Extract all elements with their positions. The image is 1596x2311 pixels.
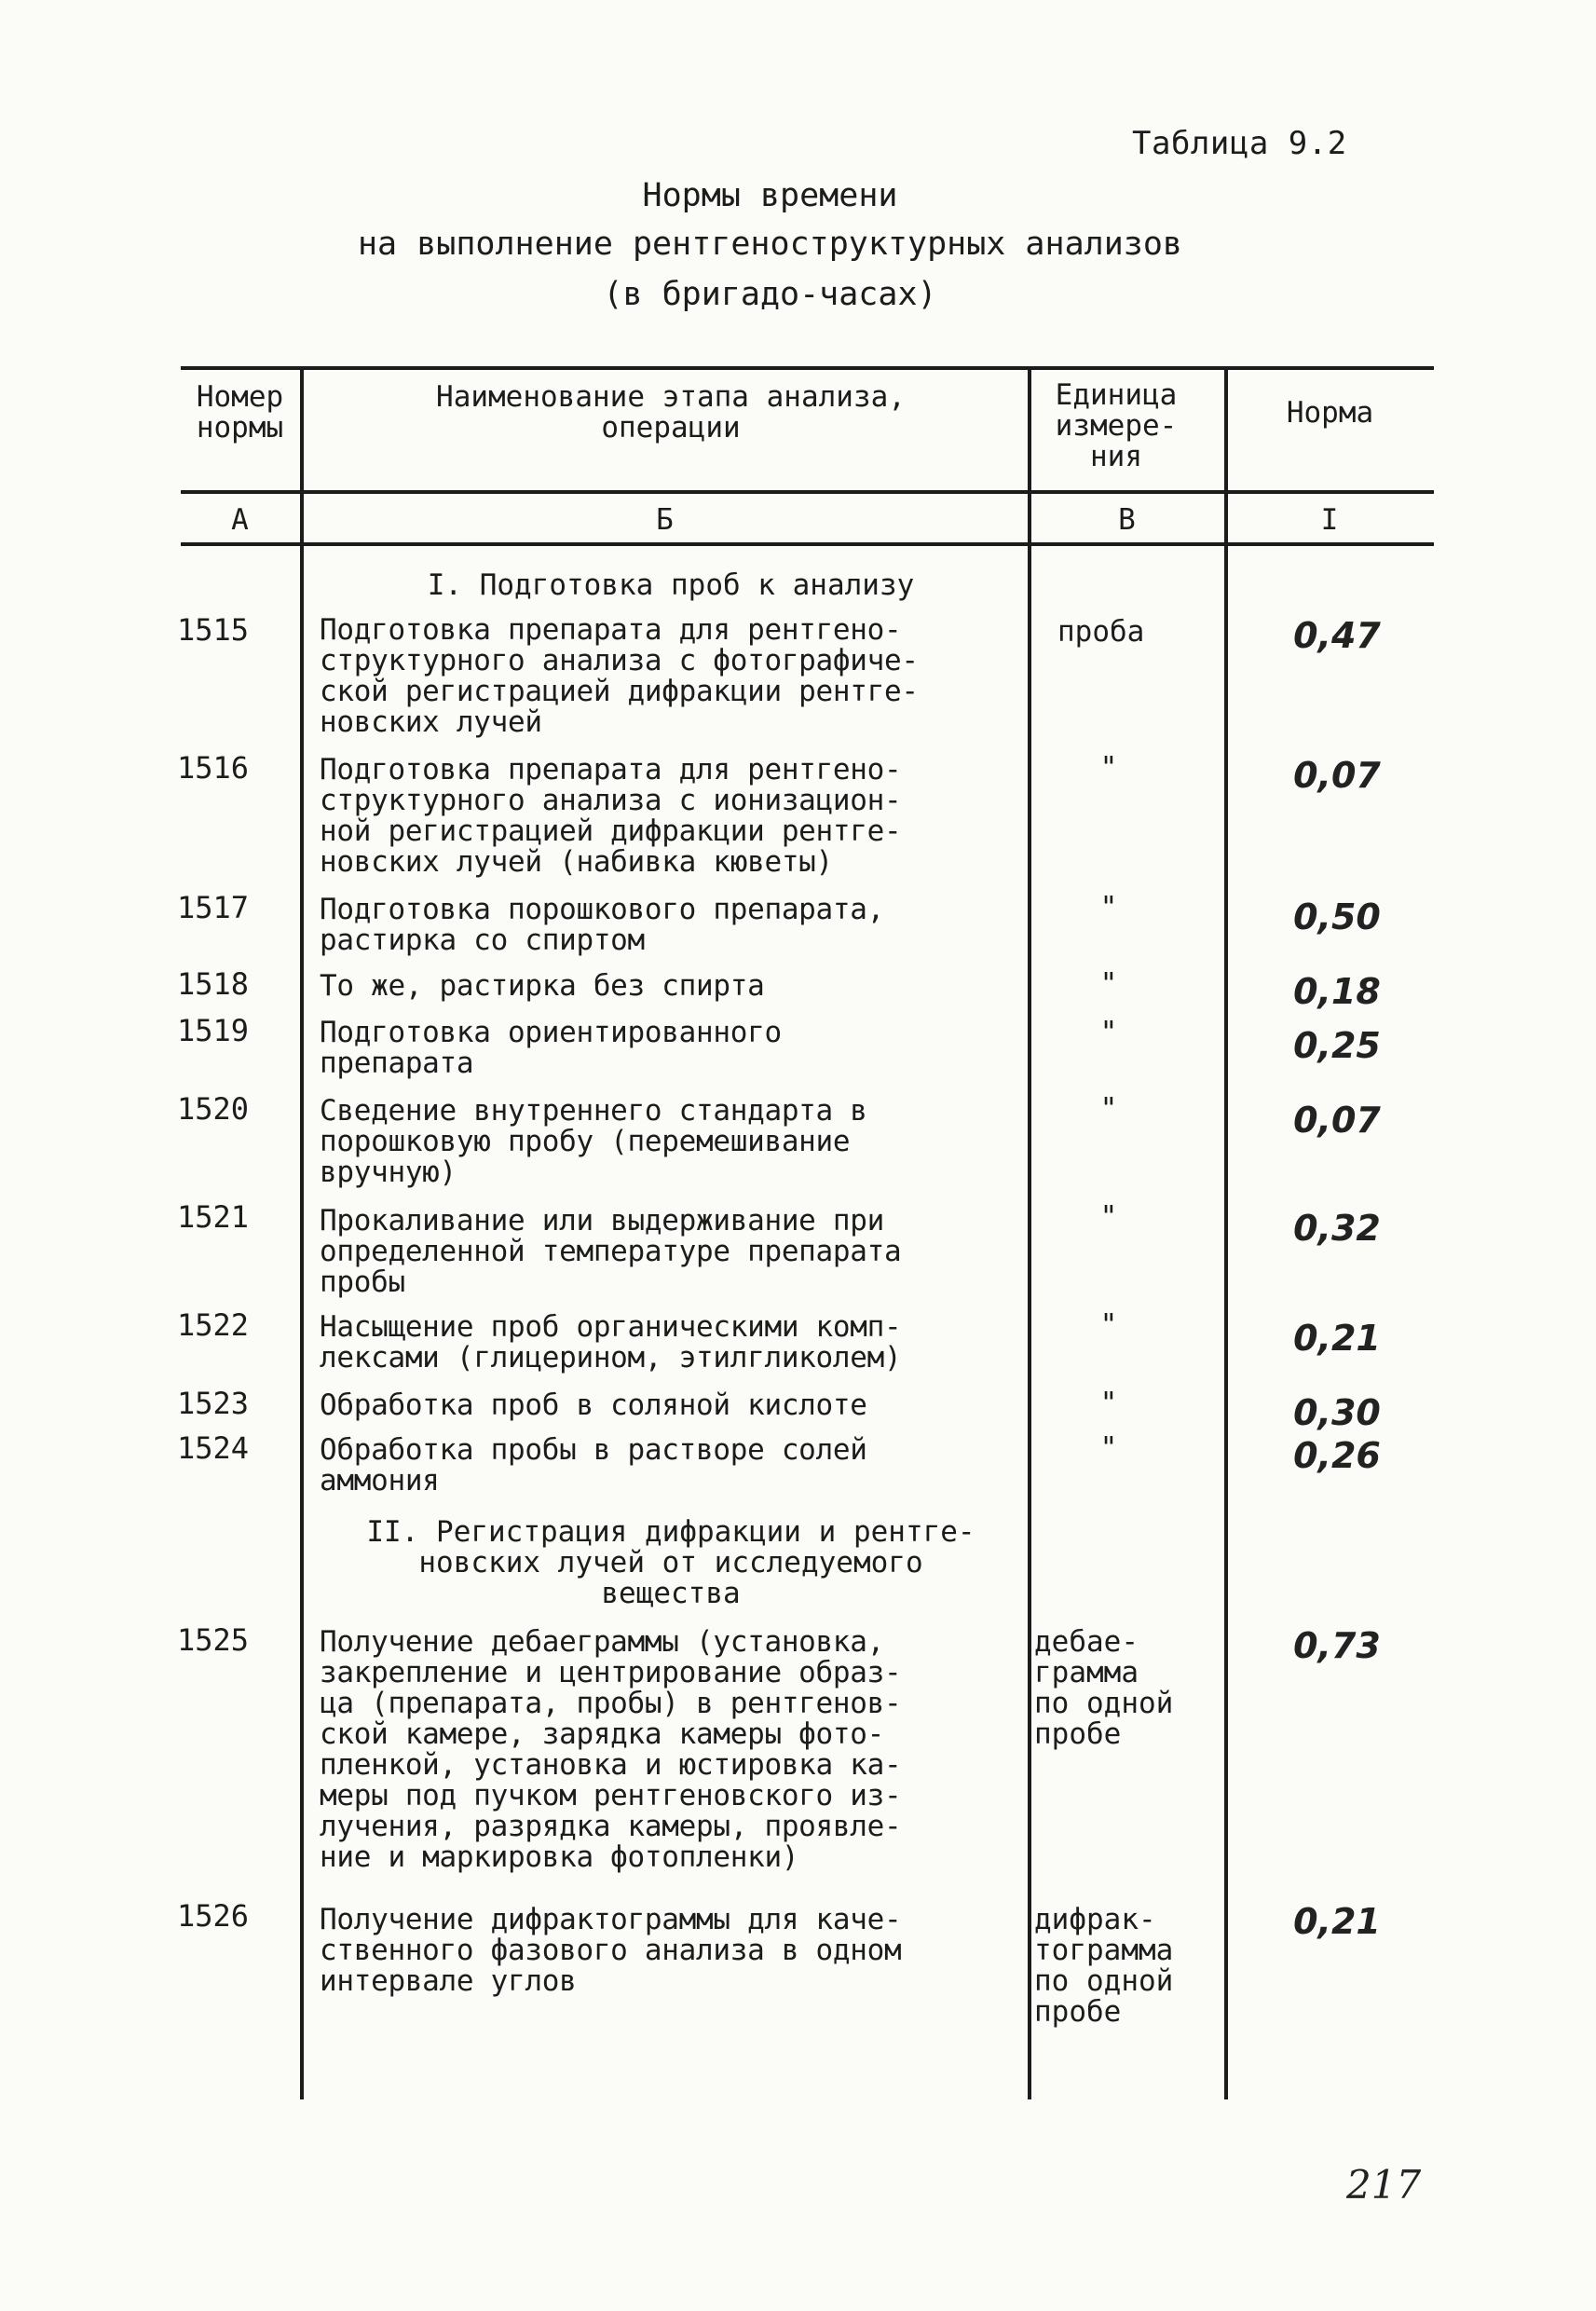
row-number: 1517 bbox=[177, 890, 250, 925]
header-norm: Норма bbox=[1286, 396, 1374, 430]
row-norm: 0,18 bbox=[1293, 971, 1381, 1012]
row-operation: Подготовка порошкового препарата, растирка со спиртом bbox=[320, 893, 884, 957]
row-number: 1520 bbox=[177, 1091, 250, 1127]
row-norm: 0,21 bbox=[1293, 1318, 1381, 1359]
row-number: 1516 bbox=[177, 750, 250, 786]
letters-bottom-rule bbox=[181, 542, 1434, 546]
row-unit: " bbox=[1099, 1016, 1118, 1049]
row-unit: " bbox=[1099, 1387, 1118, 1420]
row-operation: Получение дебаеграммы (установка, закрепление и центрирование образ- ца (препарата, пробы) в рентгенов- ской камере, зарядка камеры фото- пленкой, установка и юстировка ка- меры под пучком рентгеновского из- лучения, разрядка камеры, проявле- ние и маркировка фотопленки) bbox=[320, 1625, 902, 1874]
column-letter-d: I bbox=[1320, 503, 1339, 537]
row-number: 1523 bbox=[177, 1386, 250, 1421]
column-divider-1 bbox=[300, 366, 304, 2099]
column-letter-c: В bbox=[1118, 503, 1136, 537]
header-number: Номер нормы bbox=[196, 380, 284, 444]
row-unit: " bbox=[1099, 1308, 1118, 1342]
table-number: Таблица 9.2 bbox=[1132, 125, 1347, 162]
row-operation: Подготовка препарата для рентгено- структурного анализа с ионизацион- ной регистрацией дифракции рентге- новских лучей (набивка кюветы) bbox=[320, 753, 902, 879]
row-unit: дифрак- тограмма по одной пробе bbox=[1034, 1903, 1174, 2029]
row-number: 1519 bbox=[177, 1013, 250, 1048]
row-number: 1526 bbox=[177, 1898, 250, 1934]
row-unit: " bbox=[1099, 751, 1118, 785]
header-bottom-rule bbox=[181, 490, 1434, 494]
row-number: 1518 bbox=[177, 966, 250, 1002]
row-operation: Насыщение проб органическими комп- лексами (глицерином, этилгликолем) bbox=[320, 1310, 902, 1374]
row-operation: Обработка проб в соляной кислоте bbox=[320, 1388, 867, 1422]
row-unit: " bbox=[1099, 1431, 1118, 1465]
column-divider-2 bbox=[1028, 366, 1031, 2099]
row-norm: 0,07 bbox=[1293, 1100, 1381, 1141]
row-operation: Получение дифрактограммы для каче- ственного фазового анализа в одном интервале углов bbox=[320, 1903, 902, 1998]
row-number: 1525 bbox=[177, 1622, 250, 1658]
row-number: 1522 bbox=[177, 1307, 250, 1343]
row-operation: Подготовка препарата для рентгено- структурного анализа с фотографиче- ской регистрацией дифракции рентге- новских лучей bbox=[320, 613, 919, 739]
column-letter-a: А bbox=[231, 503, 249, 537]
table-top-rule bbox=[181, 366, 1434, 370]
row-norm: 0,47 bbox=[1293, 615, 1381, 656]
row-norm: 0,73 bbox=[1293, 1625, 1381, 1666]
caption-line-2: на выполнение рентгеноструктурных анализов bbox=[357, 226, 1182, 263]
row-unit: " bbox=[1099, 891, 1118, 924]
section-title-1: I. Подготовка проб к анализу bbox=[427, 568, 915, 602]
row-unit: проба bbox=[1057, 615, 1145, 649]
row-norm: 0,30 bbox=[1293, 1392, 1381, 1433]
header-name: Наименование этапа анализа, операции bbox=[436, 380, 906, 444]
row-norm: 0,26 bbox=[1293, 1435, 1381, 1476]
row-operation: Обработка пробы в растворе солей аммония bbox=[320, 1433, 867, 1497]
row-number: 1521 bbox=[177, 1199, 250, 1235]
row-number: 1524 bbox=[177, 1430, 250, 1466]
header-unit: Единица измере- ния bbox=[1055, 378, 1178, 473]
row-operation: То же, растирка без спирта bbox=[320, 969, 765, 1003]
row-unit: " bbox=[1099, 1200, 1118, 1234]
row-unit: " bbox=[1099, 1092, 1118, 1126]
row-number: 1515 bbox=[177, 612, 250, 648]
row-operation: Подготовка ориентированного препарата bbox=[320, 1016, 782, 1080]
row-norm: 0,50 bbox=[1293, 896, 1381, 937]
row-operation: Прокаливание или выдерживание при определенной температуре препарата пробы bbox=[320, 1204, 902, 1299]
row-norm: 0,21 bbox=[1293, 1901, 1381, 1942]
caption-line-3: (в бригадо-часах) bbox=[603, 276, 937, 313]
section-title-2: II. Регистрация дифракции и рентге- новских лучей от исследуемого вещества bbox=[366, 1515, 975, 1610]
page-number: 217 bbox=[1346, 2162, 1422, 2208]
row-operation: Сведение внутреннего стандарта в порошковую пробу (перемешивание вручную) bbox=[320, 1094, 867, 1189]
row-norm: 0,25 bbox=[1293, 1025, 1381, 1066]
row-unit: " bbox=[1099, 967, 1118, 1001]
row-norm: 0,07 bbox=[1293, 755, 1381, 796]
column-letter-b: Б bbox=[656, 503, 674, 537]
row-norm: 0,32 bbox=[1293, 1208, 1381, 1249]
caption-line-1: Нормы времени bbox=[642, 177, 898, 214]
row-unit: дебае- грамма по одной пробе bbox=[1034, 1625, 1174, 1751]
